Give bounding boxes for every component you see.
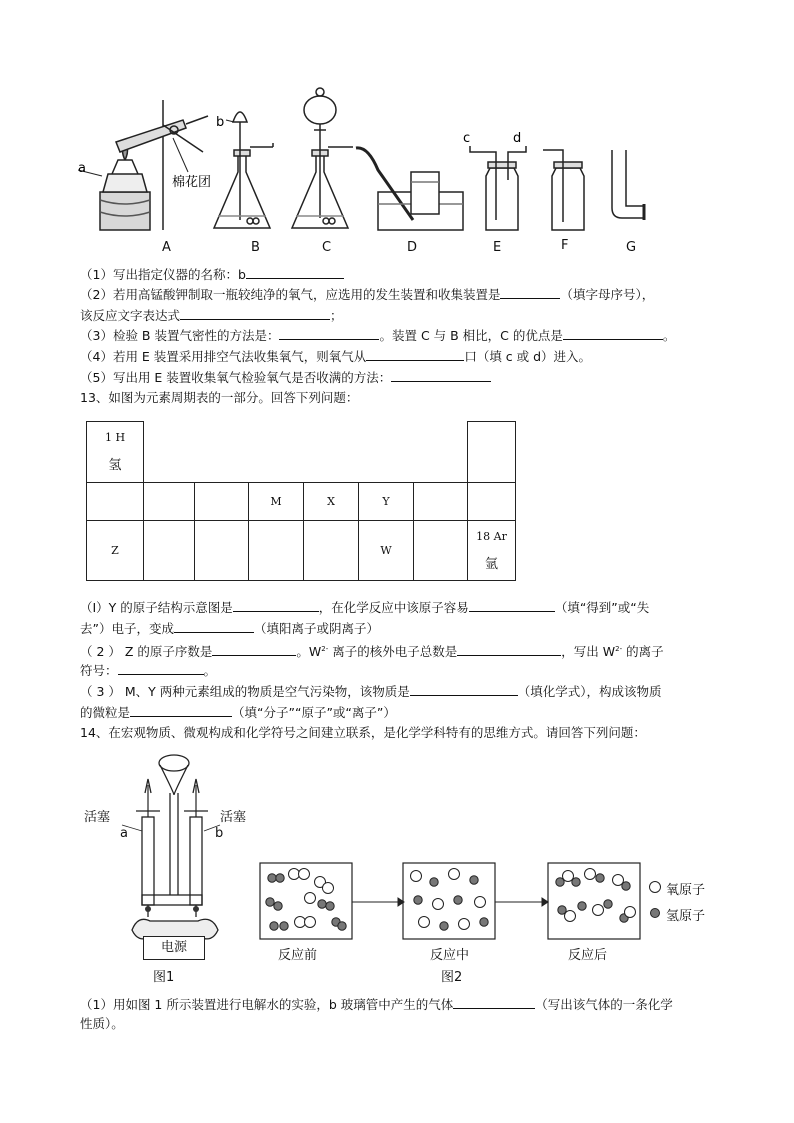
q12-part3: （3）检验 B 装置气密性的方法是： 。装置 C 与 B 相比，C 的优点是 。 (80, 328, 676, 343)
hydrogen-atom (622, 882, 630, 890)
q14-title: 14、在宏观物质、微观构成和化学符号之间建立联系，是化学学科特有的思维方式。请回答下列问题： (80, 725, 646, 740)
oxygen-atom (593, 905, 604, 916)
answer-blank[interactable] (174, 619, 254, 633)
cotton-label: 棉花团 (172, 175, 212, 190)
oxygen-atom (419, 917, 430, 928)
oxygen-atom (299, 869, 310, 880)
q12-part5: （5）写出用 E 装置收集氧气检验氧气是否收满的方法： (80, 368, 491, 387)
oxygen-atom (305, 917, 316, 928)
hydrogen-atom (470, 876, 478, 884)
answer-blank[interactable] (180, 306, 330, 320)
legend-oxygen: 氧原子 (666, 883, 706, 898)
oxygen-atom (475, 897, 486, 908)
oxygen-atom (449, 869, 460, 880)
cell-m: M (249, 483, 304, 521)
fig2-caption: 图2 (441, 970, 463, 985)
cell-y: Y (359, 483, 414, 521)
letter-f: F (561, 238, 569, 253)
letter-g: G (626, 240, 637, 255)
hydrogen-atom (480, 918, 488, 926)
cell-ar: 18 Ar 氩 (468, 521, 516, 581)
answer-blank[interactable] (279, 326, 379, 340)
oxygen-atom (459, 919, 470, 930)
hydrogen-atom (326, 902, 334, 910)
answer-blank[interactable] (233, 598, 319, 612)
q13-title: 13、如图为元素周期表的一部分。回答下列问题： (80, 390, 359, 405)
hydrogen-atom (280, 922, 288, 930)
apparatus-figure (78, 80, 678, 260)
legend-hydrogen-icon (648, 906, 662, 920)
answer-blank[interactable] (118, 661, 204, 675)
oxygen-atom (585, 869, 596, 880)
hydrogen-atom (318, 900, 326, 908)
periodic-table (86, 421, 516, 581)
answer-blank[interactable] (130, 703, 232, 717)
q12-part1: （1）写出指定仪器的名称：b (80, 265, 344, 284)
oxygen-atom (295, 917, 306, 928)
q13-part1: （Ⅰ）Y 的原子结构示意图是 ，在化学反应中该原子容易 （填“得到”或“失 (80, 600, 650, 615)
hydrogen-atom (414, 896, 422, 904)
cell-x: X (304, 483, 359, 521)
reaction-diagram (258, 860, 658, 942)
hydrogen-atom (572, 878, 580, 886)
letter-b: B (251, 240, 260, 255)
hydrogen-atom (338, 922, 346, 930)
hydrogen-atom (430, 878, 438, 886)
cell-h: 1 H 氢 (87, 422, 144, 483)
hydrogen-atom (266, 898, 274, 906)
label-d: d (513, 131, 522, 146)
letter-e: E (493, 240, 502, 255)
hydrogen-atom (270, 922, 278, 930)
oxygen-atom (411, 871, 422, 882)
oxygen-atom (323, 883, 334, 894)
fig1-caption: 图1 (153, 970, 175, 985)
q13-part3-cont: 的微粒是 （填“分子”“原子”或“离子”） (80, 705, 396, 720)
cell-w: W (359, 521, 414, 581)
caption-during: 反应中 (430, 948, 470, 963)
answer-blank[interactable] (563, 326, 663, 340)
tube-b-label: b (215, 826, 224, 841)
caption-after: 反应后 (568, 948, 608, 963)
q12-part2-cont: 该反应文字表达式 ； (80, 308, 343, 323)
answer-blank[interactable] (500, 285, 560, 299)
q13-part2-cont: 符号： 。 (80, 663, 217, 678)
q12-part4: （4）若用 E 装置采用排空气法收集氧气，则氧气从 口（填 c 或 d）进入。 (80, 349, 592, 364)
oxygen-atom (625, 907, 636, 918)
power-supply-label: 电源 (143, 936, 205, 960)
hydrogen-atom (578, 902, 586, 910)
answer-blank[interactable] (410, 682, 518, 696)
hydrogen-atom (604, 900, 612, 908)
hydrogen-atom (596, 874, 604, 882)
cell-top-right (468, 422, 516, 483)
q13-part3: （ 3 ） M、Y 两种元素组成的物质是空气污染物，该物质是 （填化学式），构成该物质 (80, 684, 662, 699)
legend-oxygen-icon (648, 880, 662, 894)
label-a: a (78, 161, 86, 176)
oxygen-atom (289, 869, 300, 880)
letter-d: D (407, 240, 418, 255)
letter-a: A (162, 240, 171, 255)
hydrogen-atom (454, 896, 462, 904)
hydrogen-atom (276, 874, 284, 882)
answer-blank[interactable] (469, 598, 555, 612)
caption-before: 反应前 (278, 948, 318, 963)
electrolysis-apparatus (120, 745, 235, 955)
answer-blank[interactable] (391, 368, 491, 382)
legend-hydrogen: 氢原子 (666, 909, 706, 924)
answer-blank[interactable] (457, 642, 561, 656)
hydrogen-atom (268, 874, 276, 882)
hydrogen-atom (440, 922, 448, 930)
answer-blank[interactable] (453, 995, 535, 1009)
label-b: b (216, 115, 225, 130)
q14-part1-cont: 性质）。 (80, 1016, 124, 1031)
tube-a-label: a (120, 826, 128, 841)
cell-z: Z (87, 521, 144, 581)
hydrogen-atom (274, 902, 282, 910)
answer-blank[interactable] (212, 642, 296, 656)
q13-part1-cont: 去”）电子，变成 （填阳离子或阴离子） (80, 621, 379, 636)
oxygen-atom (433, 899, 444, 910)
q13-part2: （ 2 ） Z 的原子序数是 。$W^{2-}$ 离子的核外电子总数是 ，写出 $W^{2-}$ 的离子 (80, 644, 664, 660)
oxygen-atom (305, 893, 316, 904)
q14-part1: （1）用如图 1 所示装置进行电解水的实验，b 玻璃管中产生的气体 （写出该气体的一条化学 (80, 997, 673, 1012)
answer-blank[interactable] (366, 347, 464, 361)
valve-left-label: 活塞 (84, 810, 111, 825)
q12-part2: （2）若用高锰酸钾制取一瓶较纯净的氧气，应选用的发生装置和收集装置是 （填字母序号）， (80, 287, 655, 302)
label-c: c (463, 131, 471, 146)
valve-right-label: 活塞 (220, 810, 247, 825)
answer-blank[interactable] (246, 265, 344, 279)
oxygen-atom (565, 911, 576, 922)
letter-c: C (322, 240, 332, 255)
